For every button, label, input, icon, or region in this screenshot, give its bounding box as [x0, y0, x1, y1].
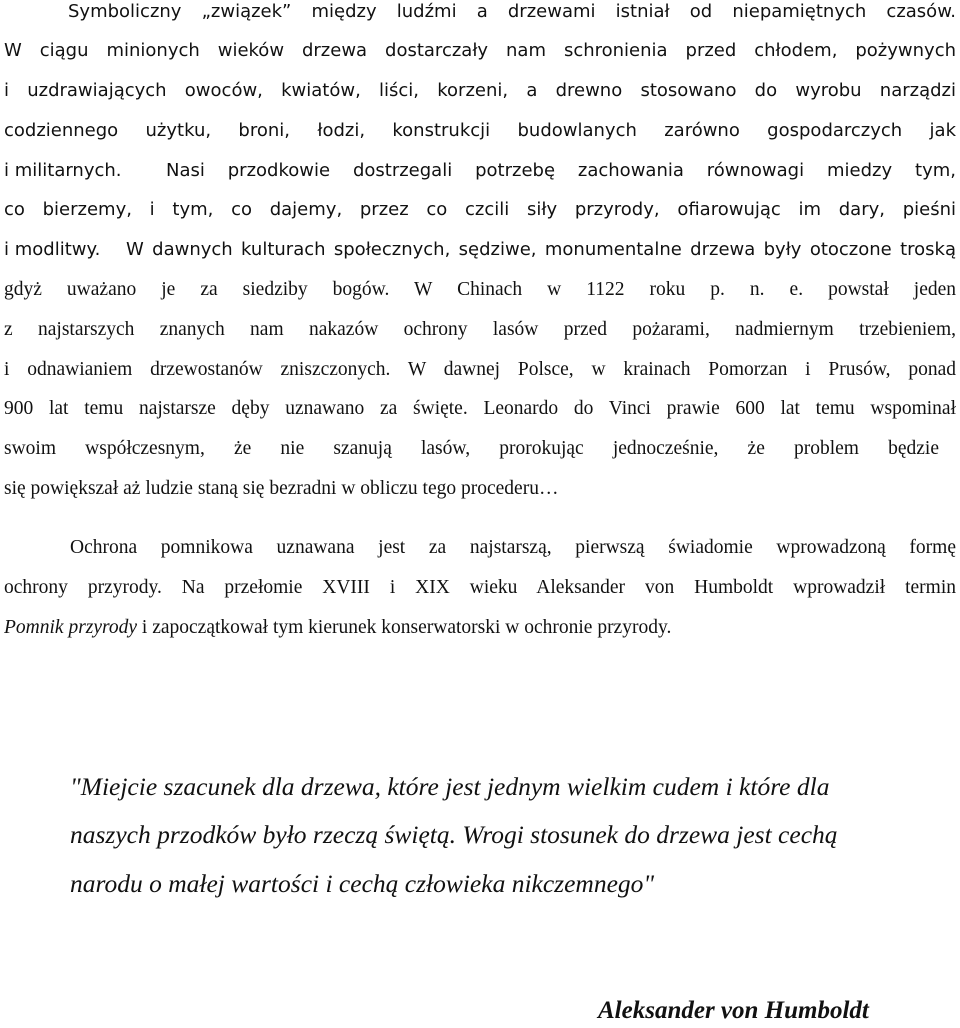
text-segment: i zapoczątkował tym kierunek konserwatorski w ochronie przyrody.	[137, 617, 672, 638]
text-line: swoim współczesnym, że nie szanują lasów, prorokując jednocześnie, że problem będzie	[4, 438, 939, 459]
text-line: W ciągu minionych wieków drzewa dostarczały nam schronienia przed chłodem, pożywnych	[4, 40, 956, 61]
text-line: i uzdrawiających owoców, kwiatów, liści, korzeni, a drewno stosowano do wyrobu narządzi	[4, 80, 956, 101]
text-segment: i modlitwy.	[4, 239, 101, 260]
quote-author: Aleksander von Humboldt	[598, 997, 869, 1024]
text-line: Ochrona pomnikowa uznawana jest za najstarszą, pierwszą świadomie wprowadzoną formę	[70, 537, 956, 558]
quote-line: narodu o małej wartości i cechą człowieka nikczemnego"	[70, 869, 655, 898]
text-line	[4, 612, 956, 644]
text-line-mixed	[4, 234, 956, 266]
text-segment: i militarnych.	[4, 160, 122, 181]
quote-line: "Miejcie szacunek dla drzewa, które jest jednym wielkim cudem i które dla	[70, 772, 830, 801]
text-segment: W dawnych kulturach społecznych, sędziwe, monumentalne drzewa były otoczone troską	[126, 239, 956, 260]
quote-line: naszych przodków było rzeczą świętą. Wrogi stosunek do drzewa jest cechą	[70, 820, 838, 849]
text-line: gdyż uważano je za siedziby bogów. W Chinach w 1122 roku p. n. e. powstał jeden	[4, 279, 956, 300]
text-line: ochrony przyrody. Na przełomie XVIII i XIX wieku Aleksander von Humboldt wprowadził termin	[4, 577, 956, 598]
text-line-mixed	[4, 155, 956, 187]
text-line: i odnawianiem drzewostanów zniszczonych. W dawnej Polsce, w krainach Pomorzan i Prusów, ponad	[4, 359, 956, 380]
text-line: się powiększał aż ludzie staną się bezradni w obliczu tego procederu…	[4, 478, 559, 499]
text-line: z najstarszych znanych nam nakazów ochrony lasów przed pożarami, nadmiernym trzebieniem,	[4, 319, 956, 340]
text-line: codziennego użytku, broni, łodzi, konstrukcji budowlanych zarówno gospodarczych jak	[4, 120, 956, 141]
text-line: co bierzemy, i tym, co dajemy, przez co czcili siły przyrody, ofiarowując im dary, pieśni	[4, 199, 956, 220]
text-segment: Nasi przodkowie dostrzegali potrzebę zachowania równowagi miedzy tym,	[166, 160, 956, 181]
text-line: Symboliczny „związek” między ludźmi a drzewami istniał od niepamiętnych czasów.	[68, 1, 956, 22]
term-natural-monument: Pomnik przyrody	[4, 617, 138, 638]
text-line: 900 lat temu najstarsze dęby uznawano za święte. Leonardo do Vinci prawie 600 lat temu wspominał	[4, 398, 956, 419]
